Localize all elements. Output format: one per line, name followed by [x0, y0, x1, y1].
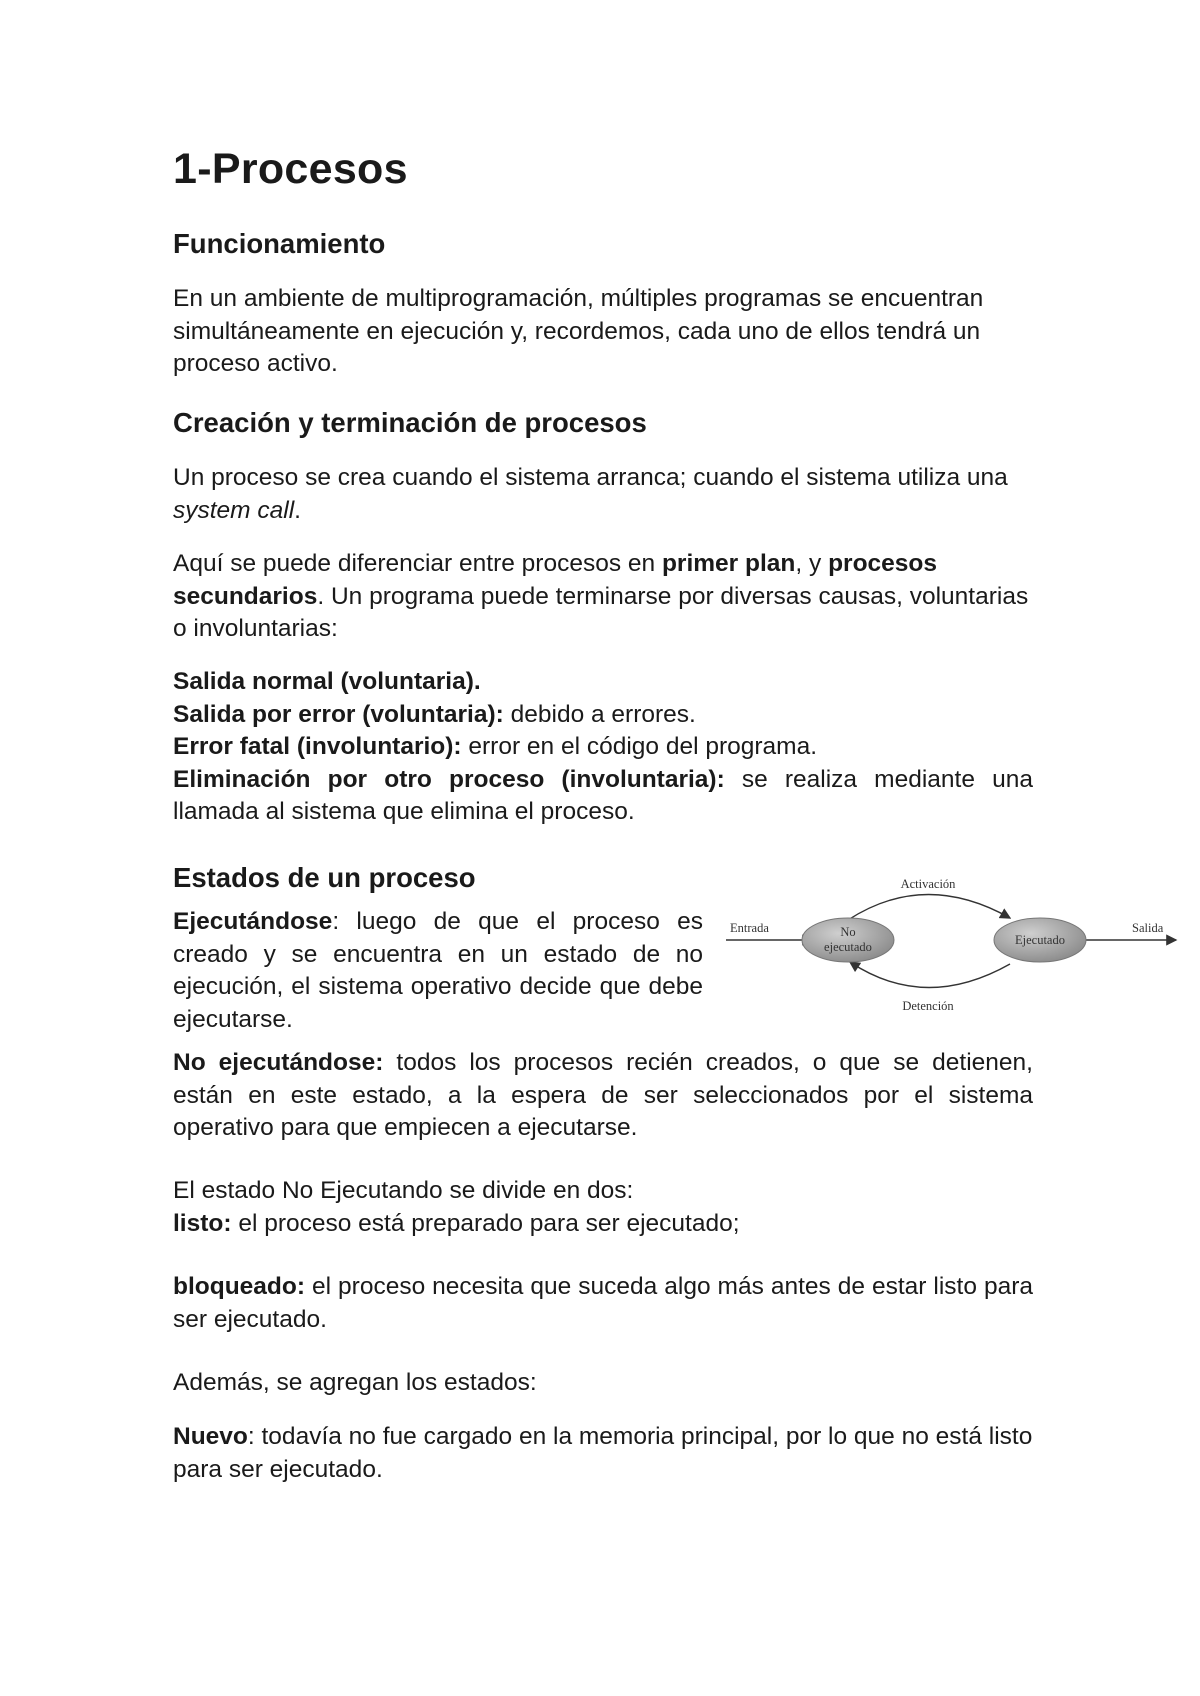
paragraph-no-ejecutando-divide [173, 1175, 1033, 1240]
text-segment: el proceso está preparado para ser ejecutado; [231, 1209, 740, 1237]
label-ejecutado-lower: ejecutado [824, 940, 872, 954]
cause-label: Eliminación por otro proceso (involuntaria): [173, 765, 725, 793]
text-segment: : luego de que el proceso es creado y se encuentra en un estado de no ejecución, el sistema operativo decide que debe ejecutarse. [173, 908, 703, 1033]
cause-text: debido a errores. [503, 700, 696, 728]
heading-estados: Estados de un proceso [173, 862, 476, 893]
text-segment: . Un programa puede terminarse por diversas causas, voluntarias o involuntarias: [173, 582, 1029, 642]
text-segment: . [294, 496, 301, 524]
paragraph-primer-plan [173, 548, 1033, 646]
termination-causes-list [173, 666, 1033, 829]
heading-creacion: Creación y terminación de procesos [173, 407, 647, 438]
cause-salida-normal [173, 666, 1033, 699]
text-segment: : todavía no fue cargado en la memoria principal, por lo que no está listo para ser ejecutado. [173, 1423, 1033, 1483]
cause-error-fatal [173, 731, 1033, 764]
paragraph-funcionamiento: En un ambiente de multiprogramación, múltiples programas se encuentran simultáneamente en ejecución y, recordemos, cada uno de ellos tendrá un proceso activo. [173, 285, 984, 377]
bold-ejecutandose: Ejecutándose [173, 908, 333, 935]
heading-funcionamiento: Funcionamiento [173, 228, 386, 259]
label-entrada: Entrada [730, 921, 769, 935]
text-segment: Aquí se puede diferenciar entre procesos en [173, 550, 662, 577]
bold-nuevo: Nuevo [173, 1423, 248, 1450]
text-segment: el proceso necesita que suceda algo más antes de estar listo para ser ejecutado. [173, 1273, 1033, 1333]
bold-procesos-secundarios: procesos secundarios [173, 550, 937, 610]
listo-line [173, 1208, 1033, 1241]
emphasis-system-call: system call [173, 496, 295, 524]
text-segment: Un proceso se crea cuando el sistema arranca; cuando el sistema utiliza una [173, 464, 1008, 491]
paragraph-creacion [173, 462, 1033, 527]
label-no: No [840, 925, 856, 939]
text-segment: todos los procesos recién creados, o que se detienen, están en este estado, a la espera de ser seleccionados por el sistema operativo para que empiecen a ejecutarse. [173, 1049, 1033, 1141]
label-ejecutado: Ejecutado [1015, 933, 1065, 947]
cause-label: Salida por error (voluntaria): [173, 700, 504, 728]
paragraph-ademas: Además, se agregan los estados: [173, 1369, 537, 1396]
paragraph-bloqueado [173, 1271, 1033, 1336]
page-title: 1-Procesos [173, 145, 408, 193]
paragraph-no-ejecutandose [173, 1047, 1033, 1145]
detencion-arrow [850, 962, 1010, 988]
bold-bloqueado: bloqueado: [173, 1273, 306, 1300]
bold-no-ejecutandose: No ejecutándose: [173, 1049, 384, 1076]
label-activacion: Activación [900, 877, 956, 891]
bold-listo: listo: [173, 1209, 232, 1237]
text-segment: , y [795, 550, 829, 577]
text-line: El estado No Ejecutando se divide en dos: [173, 1177, 634, 1204]
paragraph-nuevo [173, 1421, 1033, 1486]
cause-text: error en el código del programa. [461, 733, 818, 760]
label-salida: Salida [1132, 921, 1164, 935]
paragraph-ejecutandose [173, 906, 703, 1036]
label-detencion: Detención [902, 999, 954, 1013]
cause-label: Error fatal (involuntario): [173, 733, 462, 760]
cause-salida-error [173, 699, 1033, 732]
bold-primer-plan: primer plan [661, 550, 796, 577]
cause-text: se realiza mediante una llamada al sistema que elimina el proceso. [173, 765, 1033, 825]
activacion-arrow [848, 894, 1010, 920]
cause-label: Salida normal (voluntaria). [173, 668, 481, 695]
cause-eliminacion [173, 764, 1033, 829]
process-state-diagram [720, 872, 1180, 1014]
